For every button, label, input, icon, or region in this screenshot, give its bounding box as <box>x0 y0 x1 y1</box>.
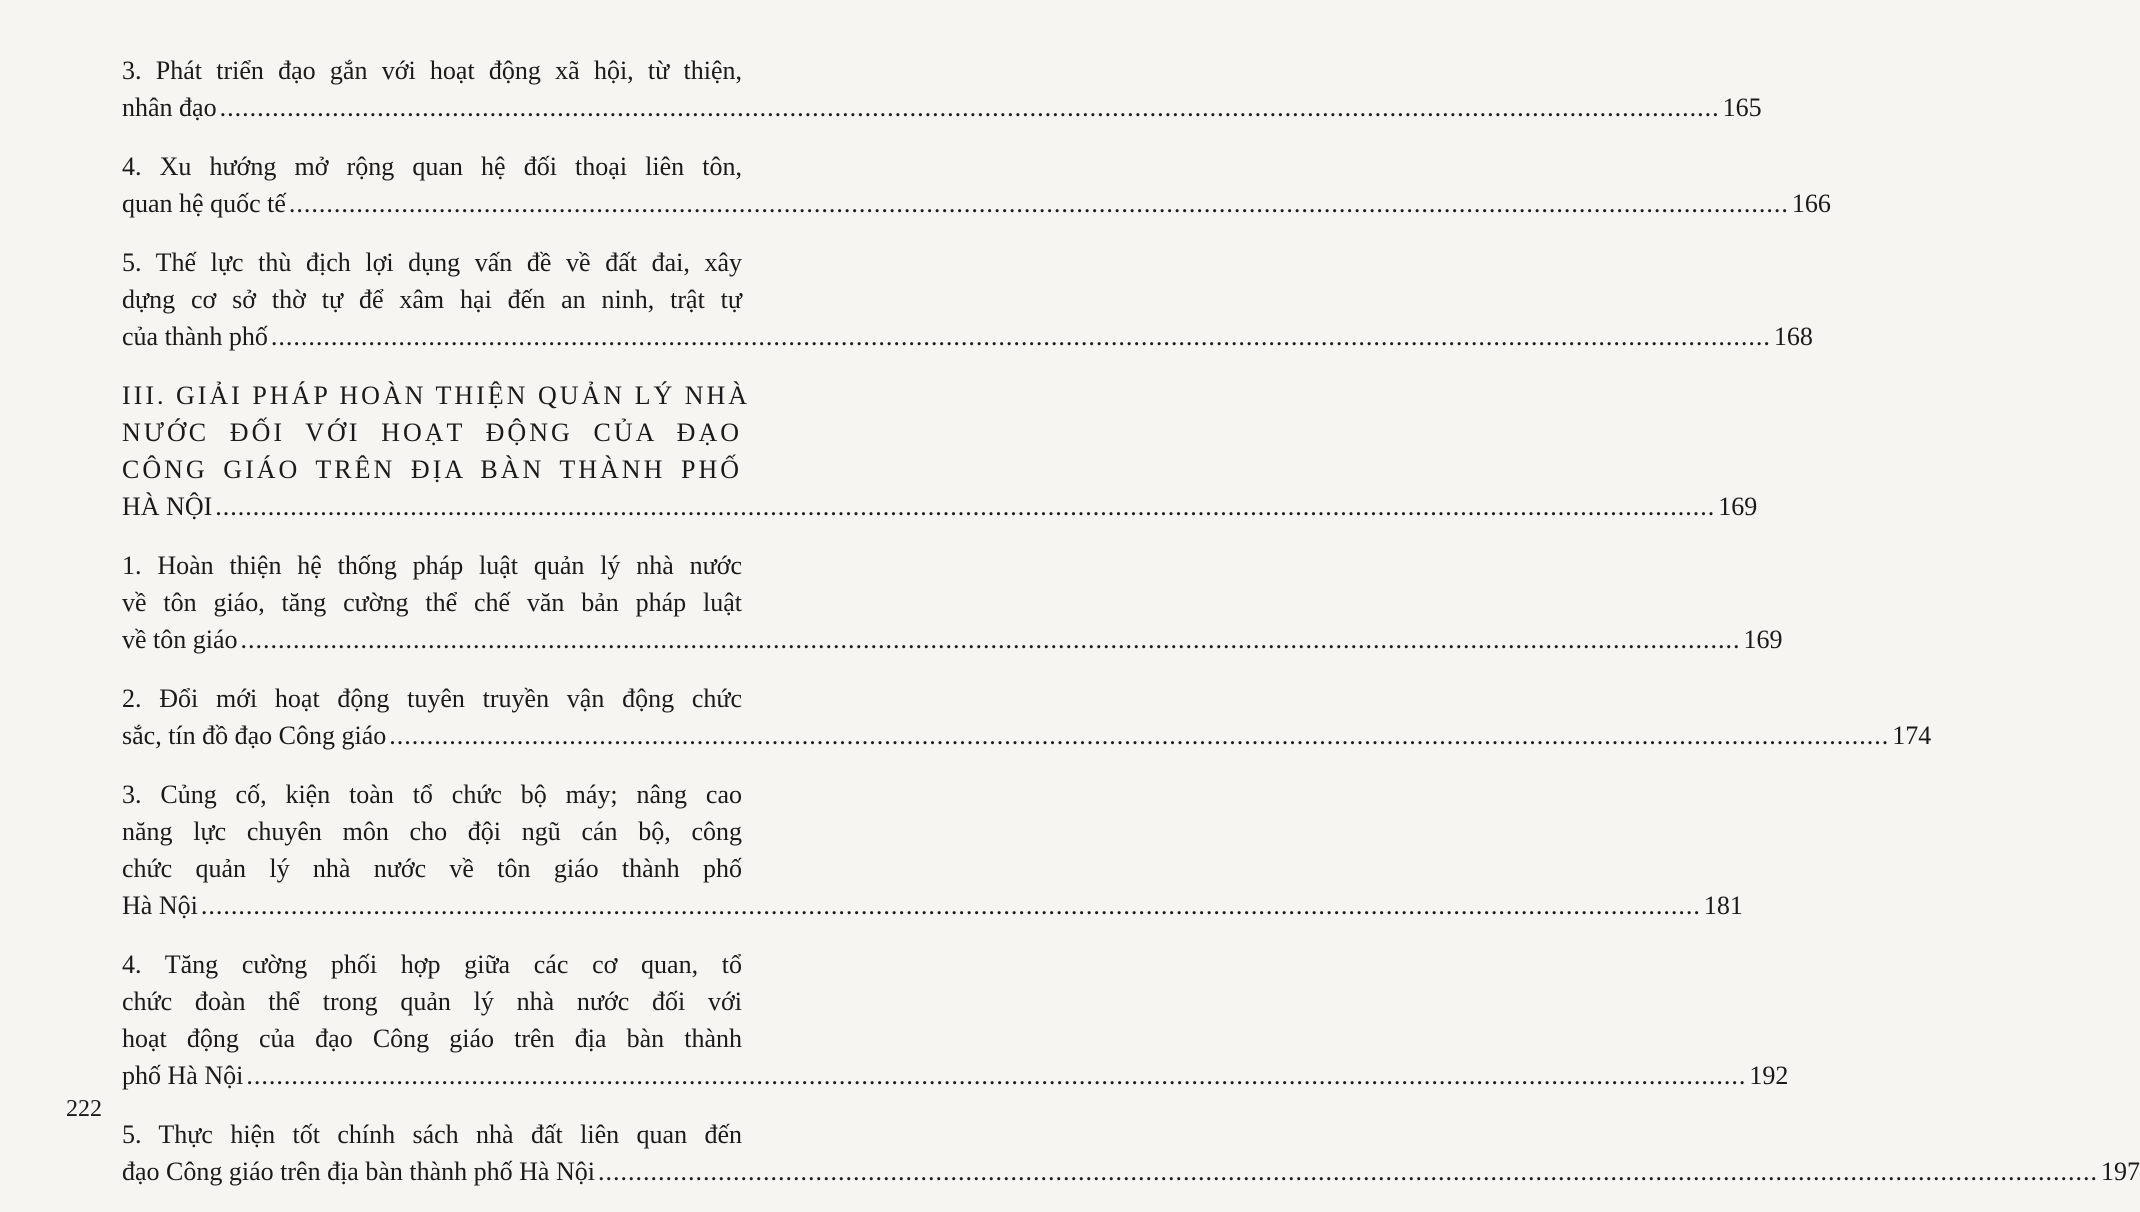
toc-entry-line: 3. Củng cố, kiện toàn tổ chức bộ máy; nâng cao <box>122 780 742 809</box>
toc-entry-last-line <box>122 318 1813 355</box>
toc-entry-text: phố Hà Nội <box>122 1061 244 1090</box>
toc-entry-line: năng lực chuyên môn cho đội ngũ cán bộ, công <box>122 817 742 846</box>
toc-entry <box>122 244 1813 355</box>
toc-entry-line: 2. Đổi mới hoạt động tuyên truyền vận động chức <box>122 684 742 713</box>
toc-entry-last-line <box>122 621 1783 658</box>
toc-entry-line: 1. Hoàn thiện hệ thống pháp luật quản lý nhà nước <box>122 551 742 580</box>
toc-entry-line: 5. Thực hiện tốt chính sách nhà đất liên quan đến <box>122 1120 742 1149</box>
toc-entry-text: quan hệ quốc tế <box>122 189 286 218</box>
toc-entry-line: 3. Phát triển đạo gắn với hoạt động xã hội, từ thiện, <box>122 56 742 85</box>
toc-entry-line: dựng cơ sở thờ tự để xâm hại đến an ninh, trật tự <box>122 285 742 314</box>
toc-entry-last-line <box>122 717 1932 754</box>
toc-entry-text: về tôn giáo <box>122 625 238 654</box>
toc-entry-line: 5. Thế lực thù địch lợi dụng vấn đề về đất đai, xây <box>122 248 742 277</box>
toc-entry <box>122 148 1831 222</box>
toc-entry-line: III. GIẢI PHÁP HOÀN THIỆN QUẢN LÝ NHÀ <box>122 381 751 410</box>
toc-entry-text: sắc, tín đồ đạo Công giáo <box>122 721 387 750</box>
toc-page-number: 174 <box>1892 721 1932 750</box>
toc-page-number: 165 <box>1722 93 1762 122</box>
dot-leader: ........................................................................................................................................................................................................ <box>389 721 1890 750</box>
toc-entry <box>122 680 1932 754</box>
toc-entry-text: của thành phố <box>122 322 268 351</box>
toc-entry-line: 4. Xu hướng mở rộng quan hệ đối thoại liên tôn, <box>122 152 742 181</box>
toc-entry-text: HÀ NỘI <box>122 492 213 521</box>
dot-leader: ........................................................................................................................................................................................................ <box>288 189 1789 218</box>
toc-entry-line: chức quản lý nhà nước về tôn giáo thành phố <box>122 854 742 883</box>
toc-section-heading <box>122 377 1758 525</box>
dot-leader: ........................................................................................................................................................................................................ <box>246 1061 1747 1090</box>
toc-entry-line: chức đoàn thể trong quản lý nhà nước đối với <box>122 987 742 1016</box>
dot-leader: ........................................................................................................................................................................................................ <box>597 1157 2098 1186</box>
toc-page-number: 168 <box>1773 322 1813 351</box>
toc-entry-last-line <box>122 887 1743 924</box>
toc-entry-last-line <box>122 488 1758 525</box>
toc-entry-line: NƯỚC ĐỐI VỚI HOẠT ĐỘNG CỦA ĐẠO <box>122 418 742 447</box>
page-number: 222 <box>66 1096 102 1122</box>
toc-entry <box>122 52 1762 126</box>
toc-entry <box>122 946 1789 1094</box>
toc-entry <box>122 1116 2140 1190</box>
toc-entry-last-line <box>122 1153 2140 1190</box>
dot-leader: ........................................................................................................................................................................................................ <box>240 625 1741 654</box>
toc-page-number: 169 <box>1743 625 1783 654</box>
toc-page-number: 166 <box>1791 189 1831 218</box>
dot-leader: ........................................................................................................................................................................................................ <box>270 322 1771 351</box>
toc-page-number: 197 <box>2100 1157 2140 1186</box>
toc-entry <box>122 547 1783 658</box>
toc-entry <box>122 776 1743 924</box>
toc-entry-last-line <box>122 1057 1789 1094</box>
toc-page-number: 181 <box>1703 891 1743 920</box>
toc-entry-last-line <box>122 89 1762 126</box>
toc-entry-text: nhân đạo <box>122 93 217 122</box>
toc-entry-last-line <box>122 185 1831 222</box>
table-of-contents <box>122 52 2140 1212</box>
toc-entry-line: CÔNG GIÁO TRÊN ĐỊA BÀN THÀNH PHỐ <box>122 455 742 484</box>
toc-entry-text: đạo Công giáo trên địa bàn thành phố Hà Nội <box>122 1157 595 1186</box>
dot-leader: ........................................................................................................................................................................................................ <box>215 492 1716 521</box>
toc-entry-line: về tôn giáo, tăng cường thể chế văn bản pháp luật <box>122 588 742 617</box>
toc-entry-text: Hà Nội <box>122 891 198 920</box>
dot-leader: ........................................................................................................................................................................................................ <box>219 93 1720 122</box>
dot-leader: ........................................................................................................................................................................................................ <box>200 891 1701 920</box>
toc-page-number: 192 <box>1749 1061 1789 1090</box>
toc-entry-line: hoạt động của đạo Công giáo trên địa bàn thành <box>122 1024 742 1053</box>
toc-page-number: 169 <box>1718 492 1758 521</box>
toc-entry-line: 4. Tăng cường phối hợp giữa các cơ quan, tổ <box>122 950 742 979</box>
